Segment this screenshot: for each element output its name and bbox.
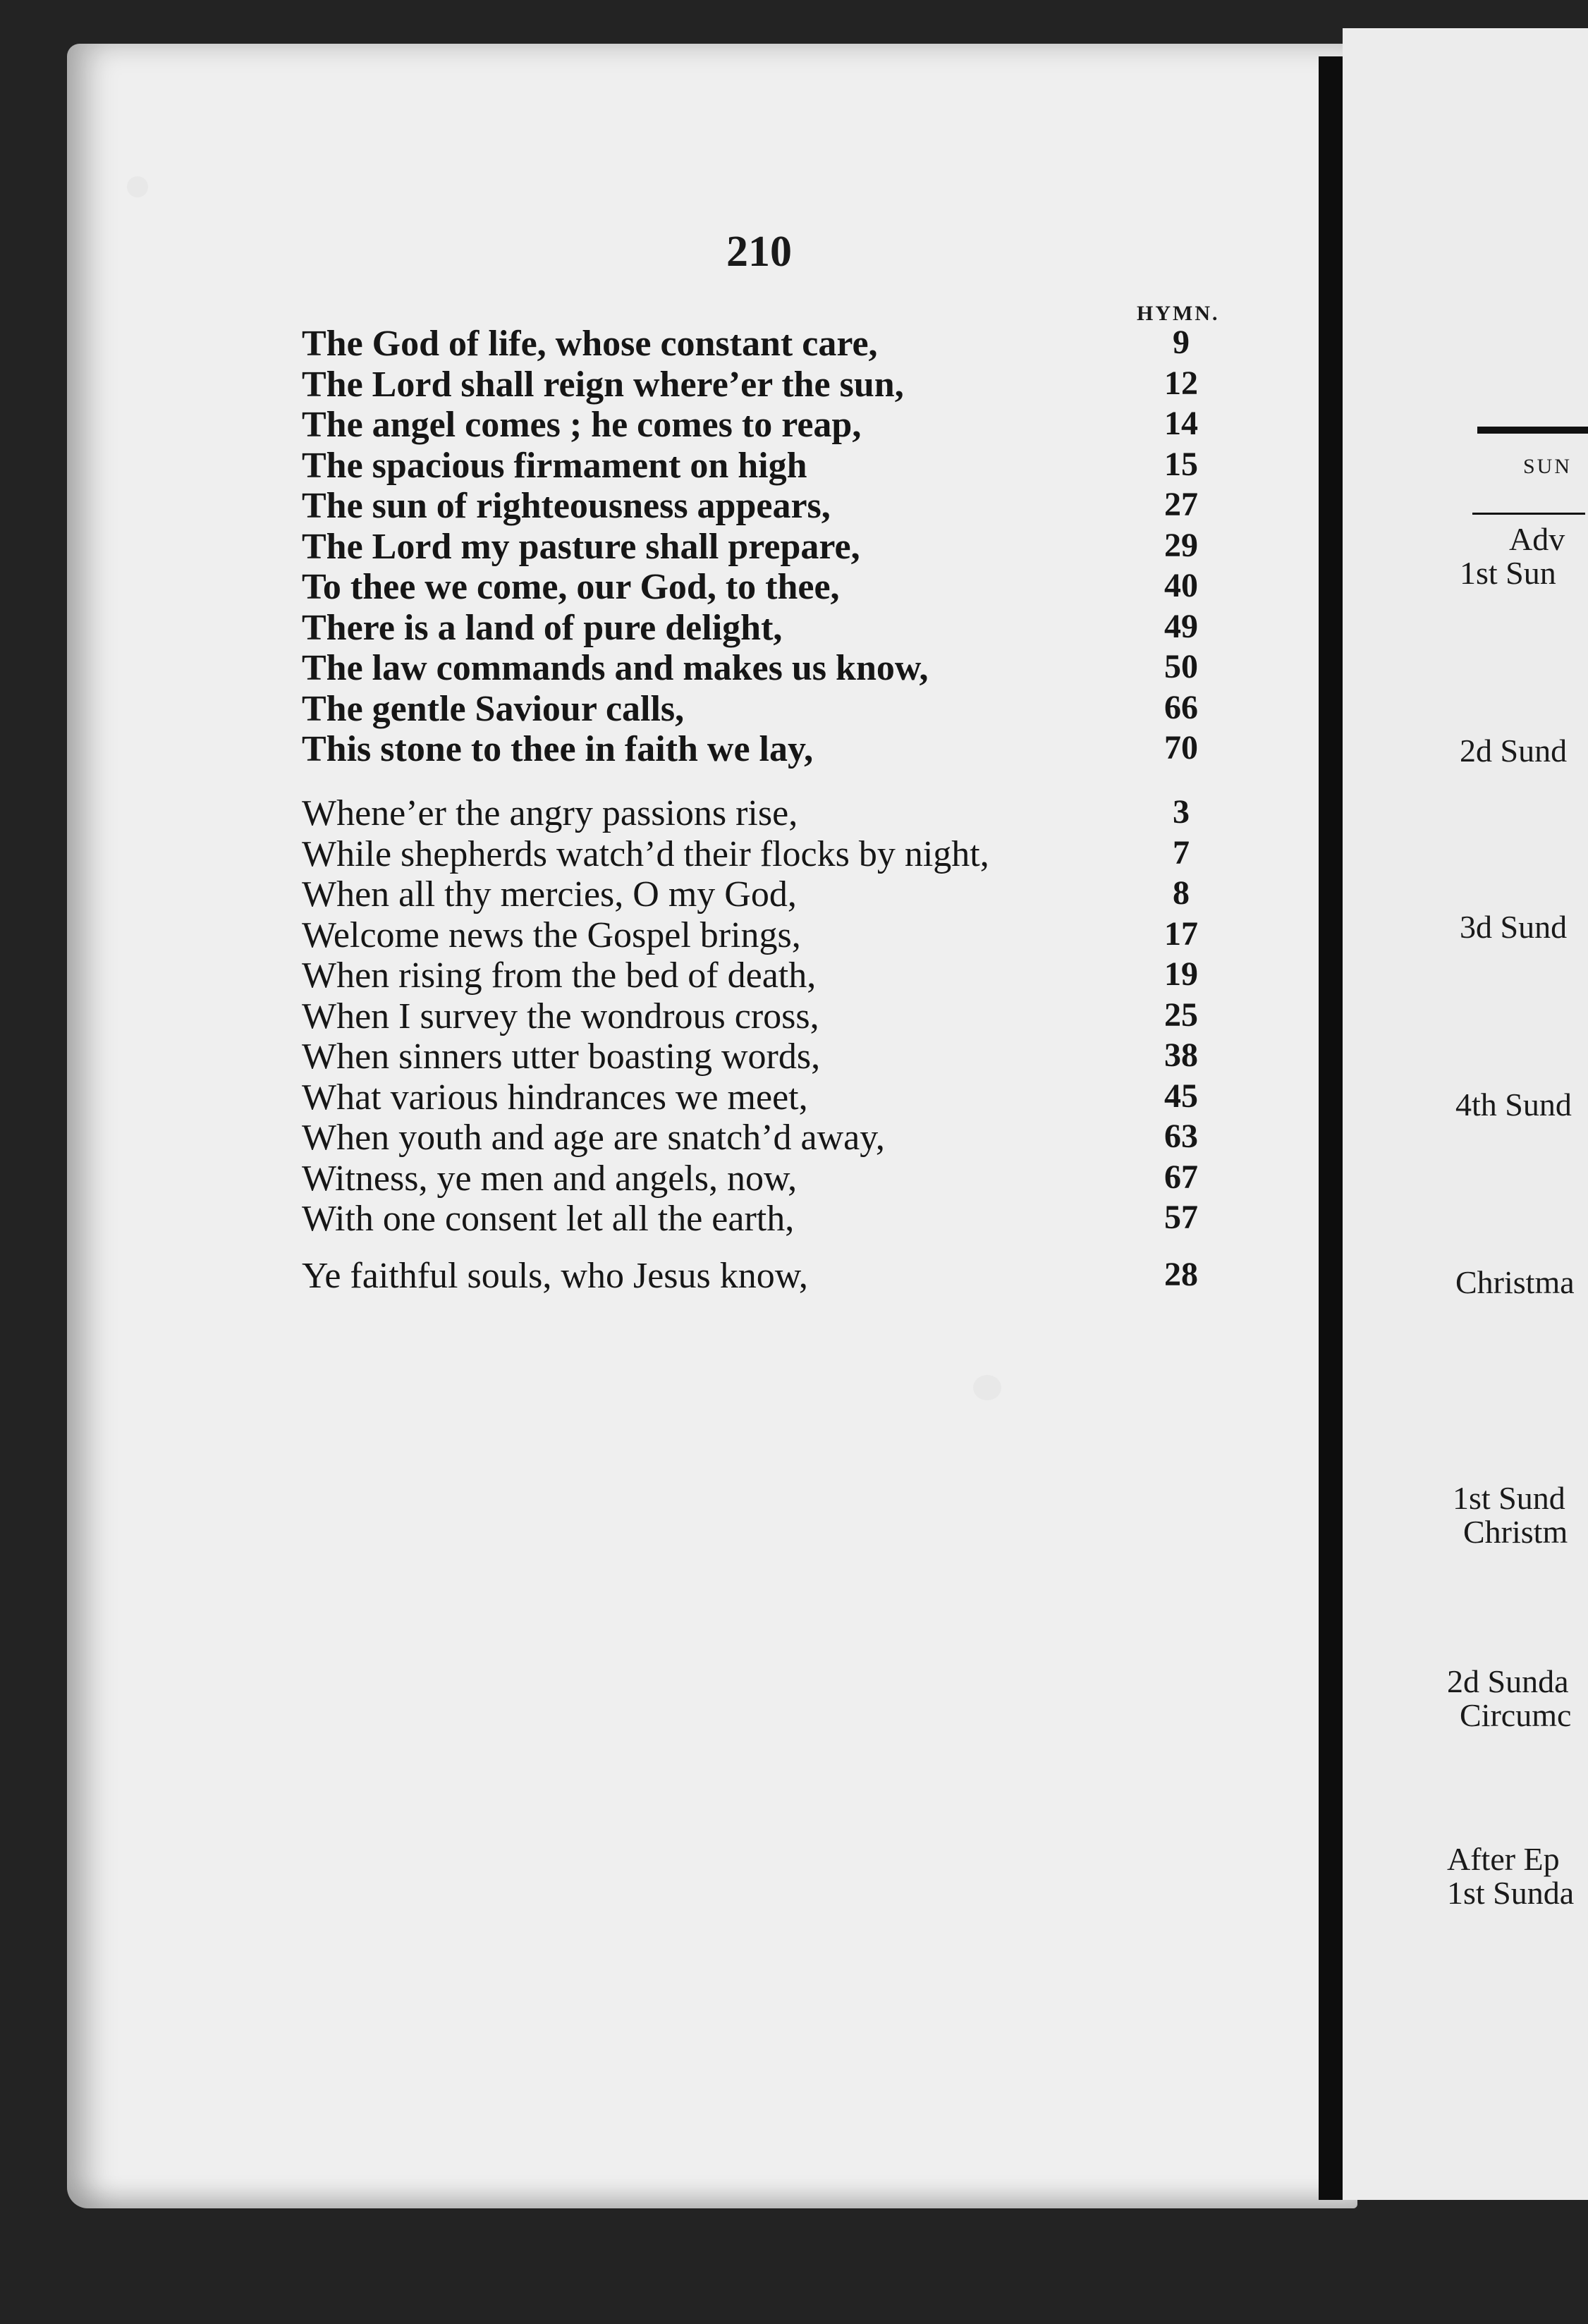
hymn-number: 67 xyxy=(1164,1158,1198,1196)
hymn-number: 57 xyxy=(1164,1199,1198,1236)
hymn-number: 3 xyxy=(1173,793,1190,831)
hymn-number: 8 xyxy=(1173,874,1190,912)
hymn-first-line: Witness, ye men and angels, now, xyxy=(302,1158,798,1199)
facing-page-fragment: 1st Sun xyxy=(1460,555,1556,591)
hymn-first-line: The law commands and makes us know, xyxy=(302,648,929,688)
hymn-first-line: The angel comes ; he comes to reap, xyxy=(302,405,862,445)
index-entry xyxy=(0,445,1241,486)
paper-speck xyxy=(973,1375,1001,1400)
hymn-number: 49 xyxy=(1164,607,1198,645)
index-entry xyxy=(0,566,1241,607)
index-entry xyxy=(0,526,1241,567)
facing-page-fragment: After Ep xyxy=(1447,1841,1560,1877)
index-entry xyxy=(0,688,1241,729)
hymn-number: 15 xyxy=(1164,445,1198,483)
facing-page-fragment: Christm xyxy=(1463,1514,1568,1550)
index-entry xyxy=(0,607,1241,648)
hymn-first-line: When sinners utter boasting words, xyxy=(302,1036,821,1077)
hymn-number: 63 xyxy=(1164,1118,1198,1155)
book-gutter xyxy=(1319,56,1343,2200)
facing-page-fragment: Christma xyxy=(1455,1264,1575,1300)
index-entry xyxy=(0,728,1241,769)
hymn-number: 27 xyxy=(1164,486,1198,523)
hymn-number: 38 xyxy=(1164,1036,1198,1074)
facing-page-header: SUN xyxy=(1523,455,1572,478)
hymn-number: 45 xyxy=(1164,1077,1198,1115)
hymn-number: 70 xyxy=(1164,729,1198,766)
hymn-first-line: The spacious firmament on high xyxy=(302,445,807,486)
hymn-number: 25 xyxy=(1164,996,1198,1034)
hymn-first-line: To thee we come, our God, to thee, xyxy=(302,567,840,607)
index-entry xyxy=(0,874,1241,915)
hymn-first-line: The sun of righteousness appears, xyxy=(302,486,831,526)
hymn-first-line: Whene’er the angry passions rise, xyxy=(302,793,798,833)
hymn-number: 66 xyxy=(1164,688,1198,726)
hymn-first-line: Welcome news the Gospel brings, xyxy=(302,915,801,955)
hymn-first-line: With one consent let all the earth, xyxy=(302,1199,795,1239)
hymn-number: 28 xyxy=(1164,1256,1198,1293)
paper-speck xyxy=(127,176,148,197)
index-entry xyxy=(0,1117,1241,1158)
index-entry xyxy=(0,1158,1241,1199)
hymn-first-line: When rising from the bed of death, xyxy=(302,955,817,996)
hymn-first-line: When I survey the wondrous cross, xyxy=(302,996,819,1036)
hymn-first-line: What various hindrances we meet, xyxy=(302,1077,808,1118)
index-entry xyxy=(0,323,1241,364)
index-entry xyxy=(0,793,1241,833)
hymn-first-line: While shepherds watch’d their flocks by night, xyxy=(302,833,989,874)
index-entry xyxy=(0,404,1241,445)
hymn-first-line: The Lord shall reign where’er the sun, xyxy=(302,364,904,405)
hymn-number: 50 xyxy=(1164,648,1198,685)
hymn-first-line: When youth and age are snatch’d away, xyxy=(302,1118,885,1158)
hymn-number: 29 xyxy=(1164,526,1198,564)
hymn-number: 12 xyxy=(1164,364,1198,402)
hymn-number: 7 xyxy=(1173,833,1190,872)
facing-page-fragment: 1st Sund xyxy=(1453,1480,1565,1516)
hymn-number: 17 xyxy=(1164,915,1198,953)
facing-page-fragment: Adv xyxy=(1509,521,1565,557)
facing-page-fragment: 3d Sund xyxy=(1460,909,1568,945)
index-entry xyxy=(0,364,1241,405)
facing-page-fragment: 2d Sund xyxy=(1460,733,1568,769)
index-entry xyxy=(0,996,1241,1036)
hymn-number: 9 xyxy=(1173,324,1190,361)
facing-page-fragment: 4th Sund xyxy=(1455,1087,1572,1123)
hymn-first-line: Ye faithful souls, who Jesus know, xyxy=(302,1256,808,1296)
index-entry xyxy=(0,1077,1241,1118)
index-entry xyxy=(0,647,1241,688)
index-entry xyxy=(0,1036,1241,1077)
hymn-number: 40 xyxy=(1164,567,1198,604)
hymn-number: 14 xyxy=(1164,405,1198,442)
facing-page-fragment: 1st Sunda xyxy=(1447,1875,1575,1911)
hymn-column-header: HYMN. xyxy=(1137,302,1220,325)
hymn-first-line: The gentle Saviour calls, xyxy=(302,688,685,729)
hymn-first-line: When all thy mercies, O my God, xyxy=(302,874,797,915)
index-entry xyxy=(0,915,1241,955)
index-entry xyxy=(0,955,1241,996)
hymn-first-line: The Lord my pasture shall prepare, xyxy=(302,526,860,567)
facing-page-rule xyxy=(1472,513,1585,515)
hymn-first-line: There is a land of pure delight, xyxy=(302,607,783,648)
hymn-first-line: This stone to thee in faith we lay, xyxy=(302,729,814,769)
facing-page-fragment: 2d Sunda xyxy=(1447,1663,1569,1699)
facing-page-rule xyxy=(1477,427,1588,434)
index-entry xyxy=(0,1255,1241,1296)
page-number: 210 xyxy=(726,228,792,276)
index-entry xyxy=(0,485,1241,526)
facing-page-fragment: Circumc xyxy=(1460,1697,1572,1733)
hymn-first-line: The God of life, whose constant care, xyxy=(302,324,878,364)
index-entry xyxy=(0,833,1241,874)
hymn-number: 19 xyxy=(1164,955,1198,993)
index-entry xyxy=(0,1198,1241,1239)
